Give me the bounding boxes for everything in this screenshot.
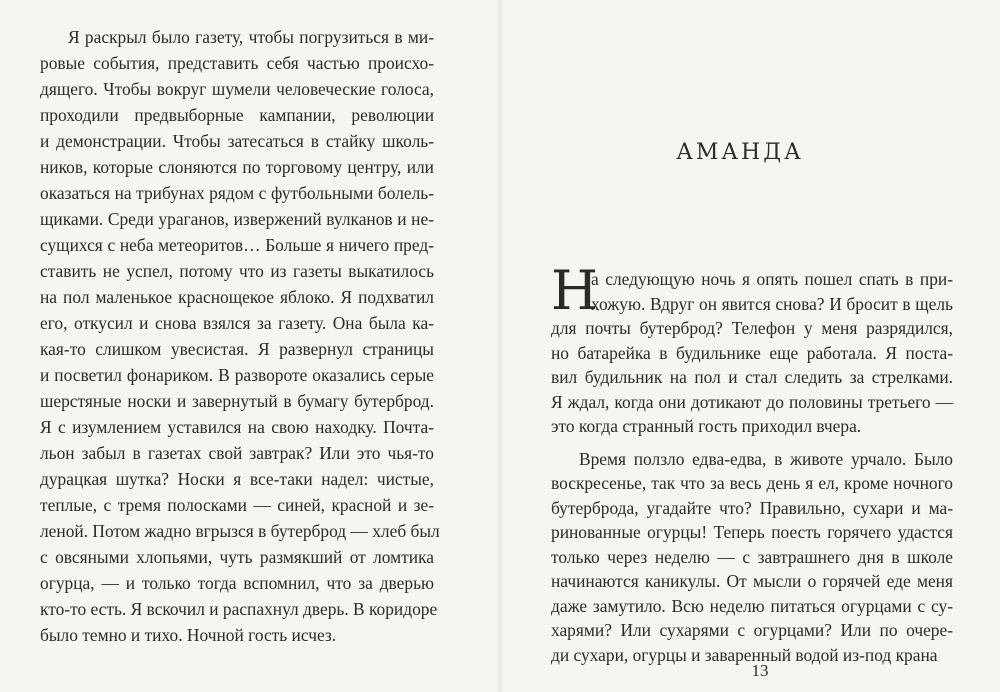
left-line: с овсяными хлопьями, чуть размякший от ломтика <box>40 547 434 567</box>
left-line: леной. Потом жадно вгрызся в бутерброд — хлеб был <box>40 521 440 541</box>
right-line: бутерброда, угадайте что? Правильно, сухари и ма- <box>551 498 953 518</box>
left-line: было темно и тихо. Ночной гость исчез. <box>40 625 337 645</box>
left-line: на пол маленькое краснощекое яблоко. Я подхватил <box>40 287 434 307</box>
left-line: кая-то слишком увесистая. Я развернул страницы <box>40 339 434 359</box>
right-line: для почты бутерброд? Телефон у меня разрядился, <box>551 318 953 338</box>
left-line: ставить не успел, потому что из газеты выкатилось <box>40 261 434 281</box>
left-line: дящего. Чтобы вокруг шумели человеческие голоса, <box>40 79 434 99</box>
right-line: ди сухари, огурцы и заваренный водой из-под крана <box>551 645 938 665</box>
left-line: льон забыл в газетах свой завтрак? Или это чья-то <box>40 443 434 463</box>
left-line: оказаться на трибунах рядом с футбольными болель- <box>40 183 434 203</box>
right-line: только через неделю — с завтрашнего дня в школе <box>551 547 953 567</box>
right-line: ринованные огурцы! Теперь поесть горячего удастся <box>551 522 953 542</box>
left-line: и посветил фонариком. В развороте оказались серые <box>40 365 434 385</box>
left-line: шерстяные носки и завернутый в бумагу бутерброд. <box>40 391 434 411</box>
right-line: воскресенье, так что за весь день я ел, кроме ночного <box>551 473 953 493</box>
left-line: сущихся с неба метеоритов… Больше я ничего пред- <box>40 235 434 255</box>
left-line: дурацкая шутка? Носки я все-таки надел: чистые, <box>40 469 434 489</box>
left-line: и демонстрации. Чтобы затесаться в стайку школь- <box>40 131 434 151</box>
chapter-title: АМАНДА <box>676 140 804 165</box>
right-line: вил будильник на пол и стал следить за стрелками. <box>551 367 953 387</box>
left-line: ников, которые слоняются по торговому центру, или <box>40 157 434 177</box>
right-line: Время ползло едва-едва, в животе урчало. Было <box>579 449 953 469</box>
right-line: а следующую ночь я опять пошел спать в при- <box>591 269 953 289</box>
page-number: 13 <box>751 661 769 680</box>
left-line: проходили предвыборные кампании, революции <box>40 105 434 125</box>
right-line: хожую. Вдруг он явится снова? И бросит в щель <box>591 294 953 314</box>
left-line: его, откусил и снова взялся за газету. Она была ка- <box>40 313 434 333</box>
left-line: огурца, — и только тогда вспомнил, что за дверью <box>40 573 434 593</box>
right-line: даже замутило. Всю неделю питаться огурцами с су- <box>551 596 953 616</box>
right-line: это когда странный гость приходил вчера. <box>551 416 862 436</box>
book-gutter <box>496 0 504 692</box>
right-line: но батарейка в будильнике еще работала. Я поста- <box>551 343 953 363</box>
left-line: Я раскрыл было газету, чтобы погрузиться в ми- <box>68 27 434 47</box>
left-line: Я с изумлением уставился на свою находку. Почта- <box>40 417 434 437</box>
left-line: ровые события, представить себя частью происхо- <box>40 53 434 73</box>
right-line: харями? Или сухарями с огурцами? Или по очере- <box>551 620 953 640</box>
drop-cap: Н <box>551 259 599 322</box>
left-line: щиками. Среди ураганов, извержений вулканов и не- <box>40 209 434 229</box>
right-line: начинаются каникулы. От мысли о горячей еде меня <box>551 571 953 591</box>
left-line: теплые, с тремя полосками — синей, красной и зе- <box>40 495 434 515</box>
right-line: Я ждал, когда они дотикают до половины третьего — <box>551 392 953 412</box>
left-line: кто-то есть. Я вскочил и распахнул дверь. В коридоре <box>40 599 438 619</box>
